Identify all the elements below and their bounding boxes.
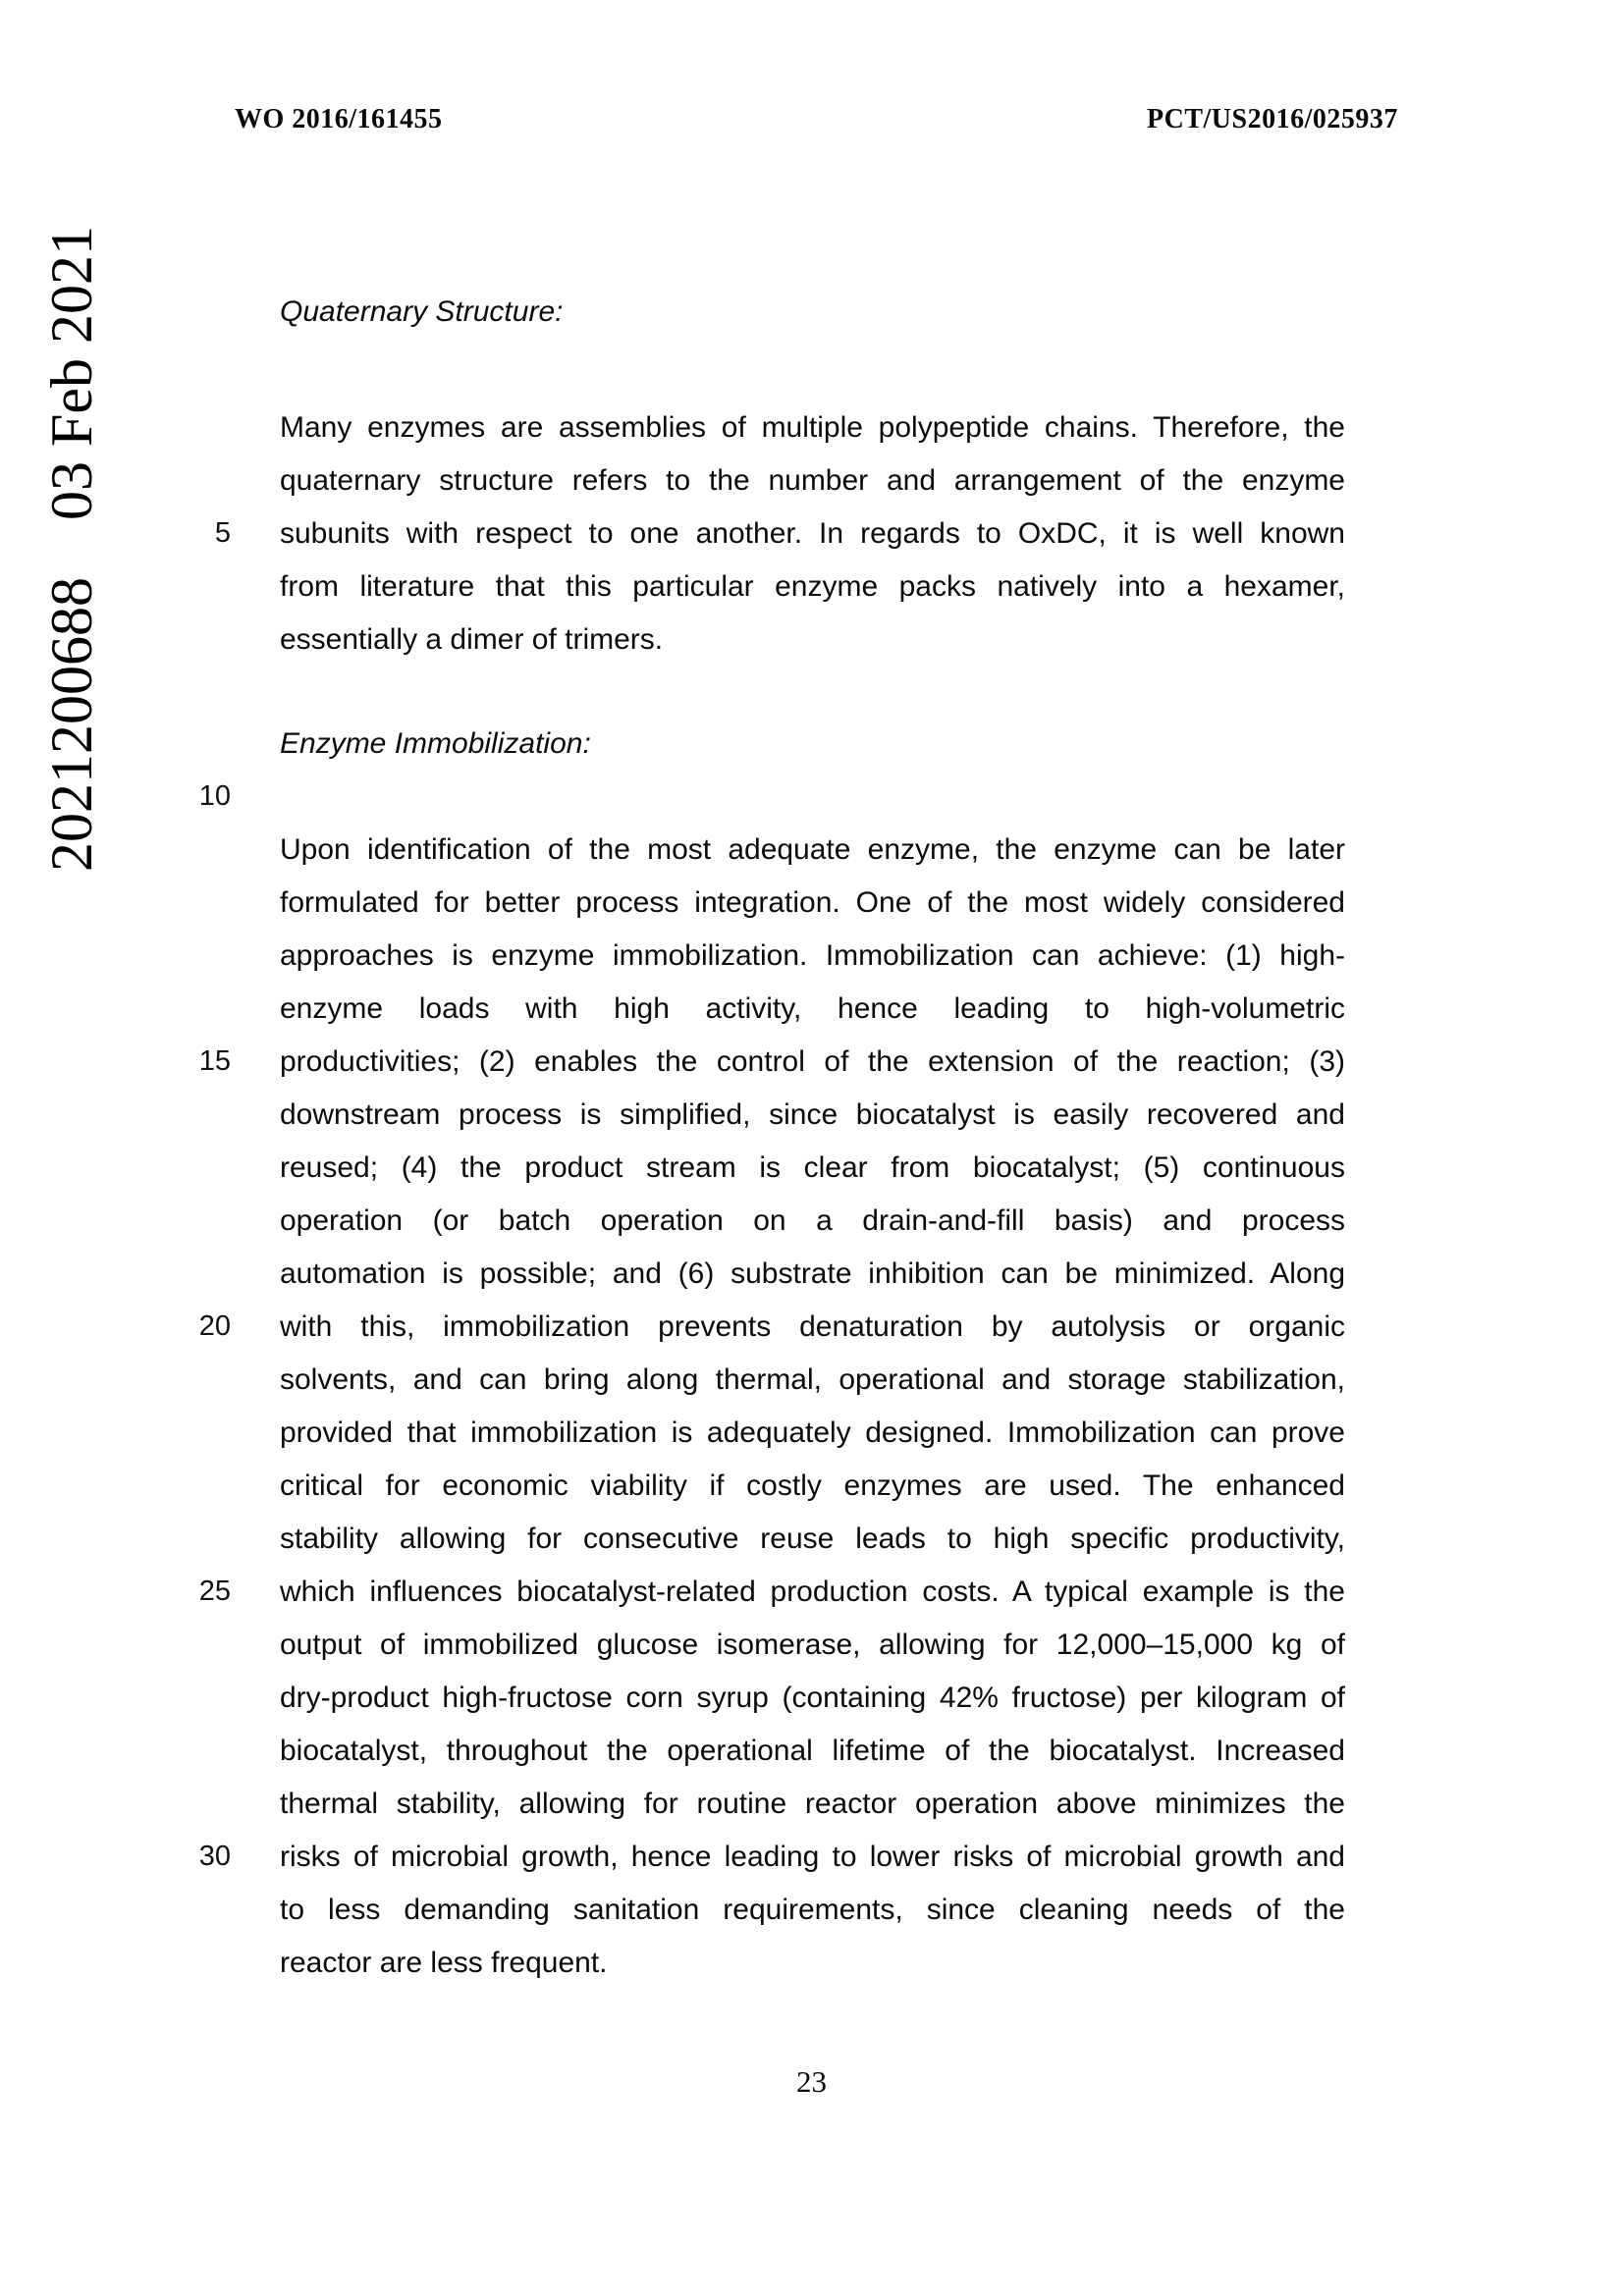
text-line-row [0,410,1623,463]
text-line: solvents, and can bring along thermal, operational and storage stabilization, [280,1363,1345,1396]
line-number: 15 [198,1045,231,1077]
line-number: 30 [198,1841,231,1872]
text-line-row [0,1893,1623,1946]
section-heading-row [0,726,1623,779]
text-line: automation is possible; and (6) substrate inhibition can be minimized. Along [280,1257,1345,1290]
text-line-row [0,569,1623,622]
text-line-row [0,1256,1623,1309]
text-line-row [0,991,1623,1044]
text-line-row [0,1309,1623,1362]
text-line: approaches is enzyme immobilization. Immobilization can achieve: (1) high- [280,939,1345,972]
text-line: thermal stability, allowing for routine reactor operation above minimizes the [280,1788,1345,1820]
line-number: 20 [198,1310,231,1342]
text-line: enzyme loads with high activity, hence leading to high-volumetric [280,992,1345,1025]
text-line: quaternary structure refers to the number and arrangement of the enzyme [280,464,1345,497]
text-line-row [0,1575,1623,1628]
text-line-row [0,938,1623,991]
text-line-row [0,463,1623,516]
text-line-row [0,832,1623,885]
stamp-filing-date: 03 Feb 2021 [39,226,104,520]
text-line-row [0,1681,1623,1734]
text-line: dry-product high-fructose corn syrup (containing 42% fructose) per kilogram of [280,1682,1345,1714]
text-line: essentially a dimer of trimers. [280,623,664,656]
header-publication-number: WO 2016/161455 [235,104,443,134]
section-heading: Quaternary Structure: [280,295,564,328]
section-heading: Enzyme Immobilization: [280,727,591,760]
text-line: downstream process is simplified, since biocatalyst is easily recovered and [280,1098,1345,1131]
text-line-row [0,1840,1623,1893]
text-line: reactor are less frequent. [280,1947,608,1979]
text-line-row [0,1097,1623,1150]
text-line: Many enzymes are assemblies of multiple polypeptide chains. Therefore, the [280,411,1345,444]
text-line-row [0,1468,1623,1522]
text-line-row [0,1787,1623,1840]
line-number: 5 [214,517,231,549]
line-number: 25 [198,1575,231,1607]
line-number: 10 [198,780,231,812]
text-line-row [0,885,1623,938]
text-line: with this, immobilization prevents denaturation by autolysis or organic [280,1310,1345,1343]
text-line-row [0,1734,1623,1787]
text-line: critical for economic viability if costly enzymes are used. The enhanced [280,1469,1345,1502]
text-line-row [0,1628,1623,1681]
text-line-row [0,1362,1623,1415]
text-line-row [0,1522,1623,1575]
header-application-number: PCT/US2016/025937 [1147,104,1398,134]
text-line: output of immobilized glucose isomerase, allowing for 12,000–15,000 kg of [280,1629,1345,1661]
text-line: reused; (4) the product stream is clear from biocatalyst; (5) continuous [280,1151,1345,1184]
text-line-row [0,779,1623,832]
text-line: stability allowing for consecutive reuse leads to high specific productivity, [280,1522,1345,1555]
text-line: risks of microbial growth, hence leading to lower risks of microbial growth and [280,1841,1345,1873]
text-line-row [0,1203,1623,1256]
text-line: to less demanding sanitation requirements, since cleaning needs of the [280,1894,1345,1926]
text-line: operation (or batch operation on a drain-and-fill basis) and process [280,1204,1345,1237]
stamp-application-number: 2021200688 [39,577,104,872]
text-line: productivities; (2) enables the control of the extension of the reaction; (3) [280,1045,1345,1078]
text-line-row [0,516,1623,569]
text-line-row [0,1044,1623,1097]
text-line: which influences biocatalyst-related production costs. A typical example is the [280,1575,1345,1608]
text-line: formulated for better process integration. One of the most widely considered [280,886,1345,919]
text-line: from literature that this particular enzyme packs natively into a hexamer, [280,570,1345,603]
text-line-row [0,1415,1623,1468]
text-line-row [0,1150,1623,1203]
text-line: subunits with respect to one another. In regards to OxDC, it is well known [280,517,1345,550]
page-number: 23 [796,2064,827,2099]
text-line: Upon identification of the most adequate enzyme, the enzyme can be later [280,833,1345,866]
text-line-row [0,622,1623,675]
text-line: provided that immobilization is adequately designed. Immobilization can prove [280,1416,1345,1449]
text-line: biocatalyst, throughout the operational lifetime of the biocatalyst. Increased [280,1735,1345,1767]
text-line-row [0,1946,1623,1999]
section-heading-row [0,294,1623,347]
